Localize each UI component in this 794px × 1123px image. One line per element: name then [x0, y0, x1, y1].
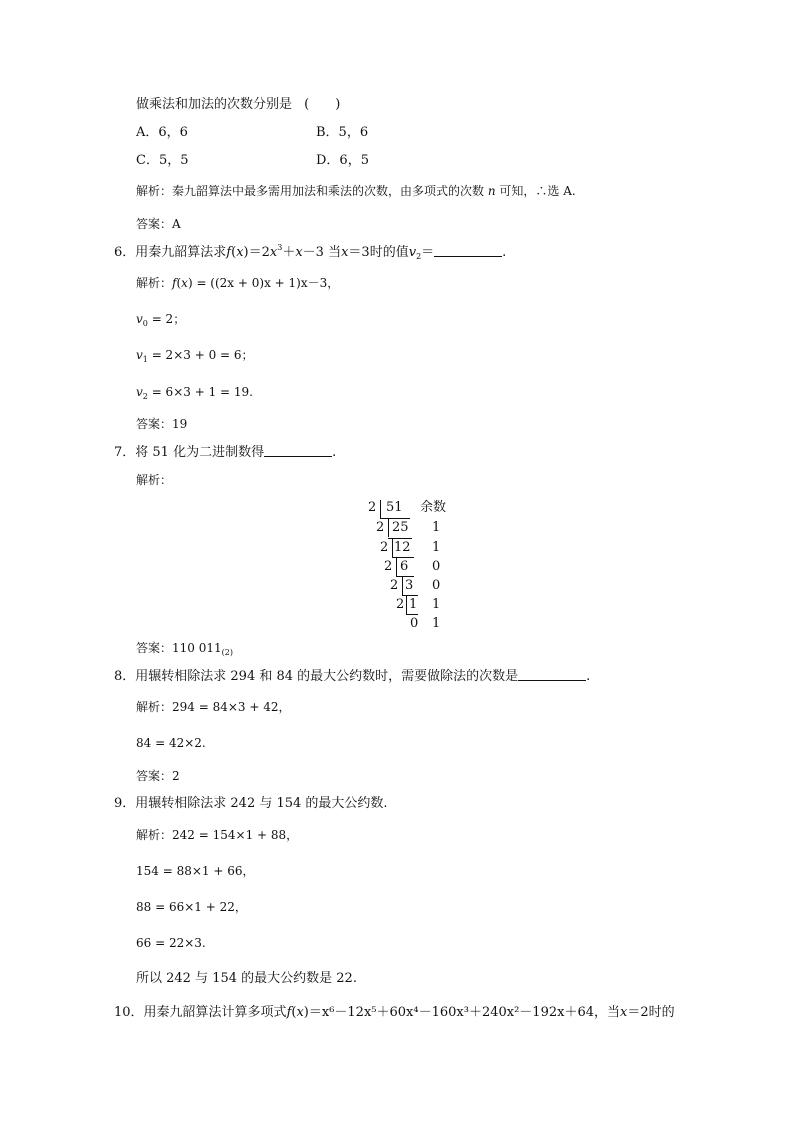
q6-step-v1-text: = 2×3 + 0 = 6；	[147, 348, 254, 362]
q8-answer-value: 2	[172, 769, 180, 783]
remainder: 1	[432, 540, 441, 555]
q5-option-a: A．6，6	[136, 125, 188, 140]
subscript: 2	[416, 252, 422, 261]
analysis-label: 解析：	[136, 184, 173, 198]
q8-analysis-step1: 294 = 84×3 + 42，	[172, 700, 291, 714]
answer-label: 答案：	[136, 641, 173, 655]
division-bracket	[402, 595, 418, 596]
q5-analysis	[136, 183, 576, 199]
question-number: 10．	[114, 1005, 144, 1020]
q5-analysis-text: 秦九韶算法中最多需用加法和乘法的次数，由多项式的次数	[172, 184, 485, 198]
q6-step-v2	[136, 384, 253, 400]
var-x: x	[296, 1005, 304, 1020]
q7-answer-value: 110 011	[172, 641, 222, 655]
q5-stem-text: 做乘法和加法的次数分别是	[136, 97, 293, 112]
q10-stem-a: 用秦九韶算法计算多项式	[143, 1005, 287, 1020]
subscript: 0	[142, 319, 148, 328]
answer-blank[interactable]	[518, 668, 586, 681]
q6-answer-value: 19	[172, 417, 188, 431]
question-number: 6．	[114, 245, 136, 260]
fn-f: f	[172, 276, 177, 290]
fn-f: f	[226, 245, 232, 260]
remainder: 1	[432, 597, 441, 612]
var-x: x	[236, 245, 244, 260]
divisor: 2	[368, 500, 377, 515]
q9-analysis	[136, 827, 298, 843]
q5-answer-value: A	[172, 217, 181, 231]
answer-label: 答案：	[136, 417, 173, 431]
q9-analysis-step2: 154 = 88×1 + 66，	[136, 864, 255, 878]
q9-analysis-step4: 66 = 22×3.	[136, 936, 206, 950]
q7-analysis-label: 解析：	[136, 473, 173, 487]
q6-stem-g: ＝	[421, 245, 435, 260]
q6-stem-a: 用秦九韶算法求	[135, 245, 227, 260]
q9-analysis-step1: 242 = 154×1 + 88，	[172, 828, 299, 842]
q5-analysis-tail: 可知，∴选 A.	[499, 184, 576, 198]
base-subscript: (2)	[221, 648, 233, 657]
q7-stem	[114, 444, 336, 461]
divisor: 2	[384, 559, 393, 574]
subscript: 2	[142, 392, 148, 401]
q7-stem-end: .	[332, 445, 337, 460]
q8-analysis	[136, 699, 291, 715]
quotient: 0	[410, 616, 419, 631]
q6-stem-f: ＝3时的值	[348, 245, 409, 260]
division-bracket	[396, 558, 397, 576]
answer-blank[interactable]	[264, 444, 332, 457]
q6-stem-c: )＝2	[243, 245, 270, 260]
analysis-label: 解析：	[136, 828, 173, 842]
quotient: 12	[394, 540, 411, 555]
question-number: 9．	[114, 796, 136, 811]
q6-analysis-text: = ((2x + 0)x + 1)x－3，	[192, 276, 340, 290]
analysis-label: 解析：	[136, 700, 173, 714]
q9-stem	[114, 796, 388, 812]
q9-conclusion: 所以 242 与 154 的最大公约数是 22.	[136, 971, 357, 986]
division-bracket	[396, 576, 414, 577]
division-bracket	[406, 614, 418, 615]
question-number: 7．	[114, 445, 136, 460]
q6-step-v1	[136, 347, 254, 363]
remainder: 0	[432, 559, 441, 574]
q6-stem	[114, 244, 506, 261]
division-bracket	[388, 519, 389, 537]
q6-answer	[136, 416, 187, 432]
q8-analysis-step2: 84 = 42×2.	[136, 736, 206, 750]
divisor: 2	[376, 520, 385, 535]
q6-step-v0	[136, 311, 185, 327]
var-v: v	[136, 312, 143, 326]
division-bracket	[392, 539, 393, 557]
quotient: 3	[405, 578, 414, 593]
quotient: 1	[409, 597, 418, 612]
q5-option-c: C．5，5	[136, 153, 189, 168]
quotient: 25	[392, 520, 409, 535]
var-x: x	[181, 276, 188, 290]
divisor: 2	[396, 597, 405, 612]
q6-stem-d: ＋	[282, 245, 296, 260]
q6-step-v0-text: = 2；	[147, 312, 186, 326]
remainder: 1	[432, 616, 441, 631]
q6-stem-b: (	[231, 245, 237, 260]
subscript: 1	[142, 355, 148, 364]
division-bracket	[402, 577, 403, 595]
q10-stem: 10．用秦九韶算法计算多项式f(x)＝x⁶－12x⁵＋60x⁴－160x³＋240x²－192x＋64，当x＝2时的	[114, 1005, 675, 1020]
q8-stem-text: 用辗转相除法求 294 和 84 的最大公约数时，需要做除法的次数是	[135, 669, 519, 684]
division-bracket	[380, 518, 410, 519]
var-n: n	[487, 184, 496, 198]
quotient: 51	[386, 500, 403, 515]
question-number: 8．	[114, 669, 136, 684]
var-x: x	[341, 245, 349, 260]
q6-stem-end: .	[502, 245, 507, 260]
remainder-header: 余数	[420, 500, 447, 515]
answer-blank[interactable]	[434, 244, 502, 257]
q5-option-b: B．5，6	[316, 125, 369, 140]
q10-polynomial: )＝x⁶－12x⁵＋60x⁴－160x³＋240x²－192x＋64，当	[303, 1005, 620, 1020]
q9-stem-text: 用辗转相除法求 242 与 154 的最大公约数.	[135, 796, 388, 811]
q5-option-d: D．6，5	[316, 153, 369, 168]
remainder: 1	[432, 520, 441, 535]
q9-analysis-step3: 88 = 66×1 + 22，	[136, 900, 247, 914]
var-x: x	[295, 245, 303, 260]
divisor: 2	[390, 578, 399, 593]
divisor: 2	[380, 540, 389, 555]
answer-label: 答案：	[136, 769, 173, 783]
q10-stem-tail: ＝2时的	[627, 1005, 675, 1020]
var-v: v	[408, 245, 417, 260]
q8-stem	[114, 668, 590, 685]
q6-analysis: 解析：f(x) = ((2x + 0)x + 1)x－3，	[136, 276, 340, 290]
exponent: 3	[277, 243, 283, 252]
q8-stem-end: .	[586, 669, 591, 684]
answer-label: 答案：	[136, 217, 173, 231]
binary-division-diagram	[360, 498, 480, 634]
remainder: 0	[432, 578, 441, 593]
q6-stem-e: －3 当	[302, 245, 342, 260]
q7-answer	[136, 640, 233, 656]
var-v: v	[136, 385, 143, 399]
q7-stem-text: 将 51 化为二进制数得	[135, 445, 265, 460]
var-x: x	[269, 245, 278, 260]
division-bracket	[380, 500, 381, 518]
fn-f: f	[286, 1005, 292, 1020]
quotient: 6	[400, 559, 409, 574]
q6-step-v2-text: = 6×3 + 1 = 19.	[147, 385, 253, 399]
var-x: x	[619, 1005, 628, 1020]
q5-paren: ( )	[304, 97, 341, 112]
division-bracket	[406, 596, 407, 614]
analysis-label: 解析：	[136, 276, 173, 290]
q8-answer	[136, 768, 180, 784]
var-v: v	[136, 348, 143, 362]
q5-stem	[136, 97, 340, 113]
q5-answer	[136, 216, 181, 232]
